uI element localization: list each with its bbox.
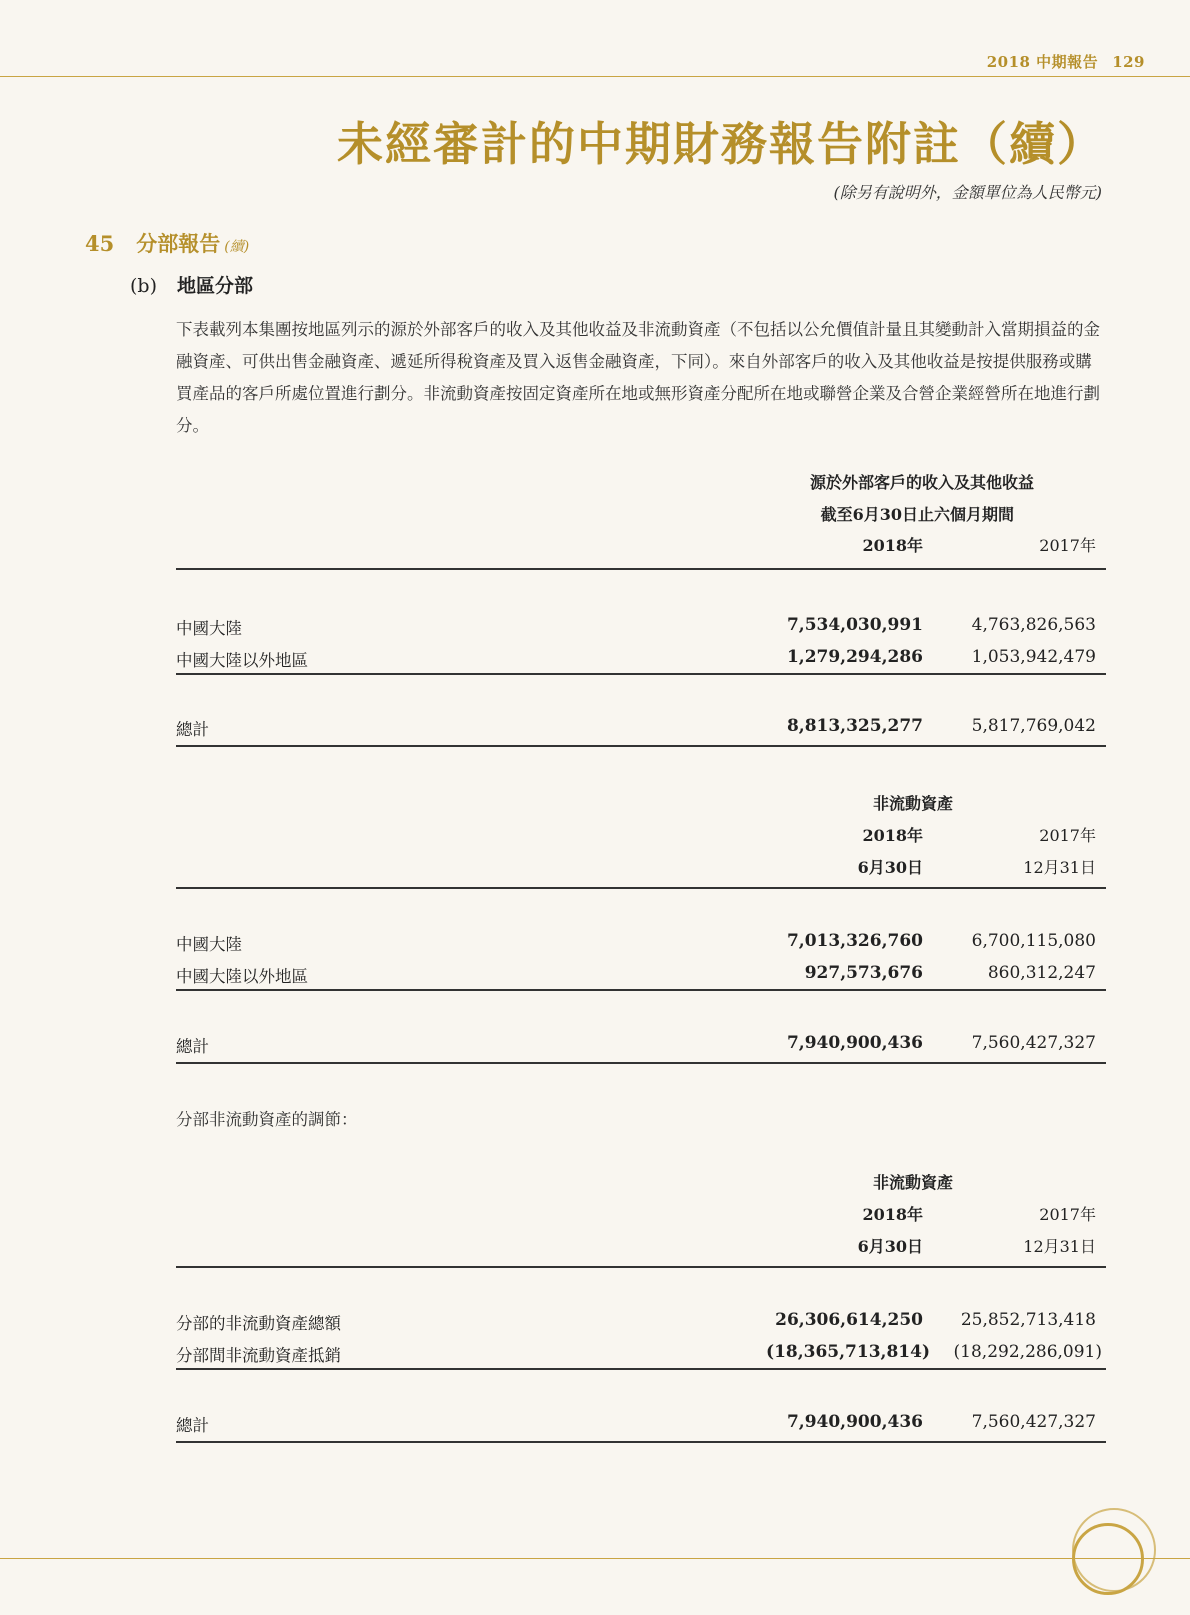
total-cell: 8,813,325,277: [786, 716, 923, 736]
total-label: 總計: [176, 720, 209, 739]
column-header: 2018年: [862, 826, 923, 845]
table-rule: [176, 745, 1106, 747]
table-heading: 非流動資產: [872, 1173, 953, 1192]
table-cell: 26,306,614,250: [775, 1310, 923, 1330]
column-header: 2017年: [1039, 826, 1096, 845]
column-header: 2017年: [1039, 536, 1096, 555]
column-header: 6月30日: [857, 1237, 923, 1256]
table-cell: 860,312,247: [987, 963, 1096, 983]
table-cell: (18,292,286,091): [953, 1342, 1102, 1362]
table-rule: [176, 673, 1106, 675]
page-number: 129: [1112, 53, 1145, 71]
table-rule: [176, 568, 1106, 570]
table-cell: 1,053,942,479: [971, 647, 1096, 667]
header-rule: [0, 76, 1190, 77]
row-label: 中國大陸以外地區: [176, 967, 308, 986]
column-header: 2018年: [862, 1205, 923, 1224]
table-rule: [176, 1062, 1106, 1064]
subsection-label: (b): [130, 275, 157, 297]
table-cell: 927,573,676: [804, 963, 923, 983]
total-cell: 7,940,900,436: [786, 1033, 923, 1053]
row-label: 分部間非流動資產抵銷: [176, 1346, 341, 1365]
table-subheading: 截至6月30日止六個月期間: [820, 505, 1014, 524]
total-label: 總計: [176, 1416, 209, 1435]
intro-paragraph: 下表載列本集團按地區列示的源於外部客戶的收入及其他收益及非流動資產（不包括以公允價值計量且其變動計入當期損益的金融資產、可供出售金融資產、遞延所得稅資產及買入返售金融資產，下同）。來自外部客戶的收入及其他收益是按提供服務或購買產品的客戶所處位置進行劃分。非流動資產按固定資產所在地或無形資產分配所在地或聯營企業及合營企業經營所在地進行劃分。: [176, 320, 1100, 435]
total-cell: 7,940,900,436: [786, 1412, 923, 1432]
column-header: 12月31日: [1023, 858, 1096, 877]
table-rule: [176, 1441, 1106, 1443]
table-cell: (18,365,713,814): [766, 1342, 930, 1362]
row-label: 中國大陸: [176, 935, 242, 954]
table-cell: 6,700,115,080: [971, 931, 1096, 951]
row-label: 中國大陸: [176, 619, 242, 638]
table-rule: [176, 989, 1106, 991]
total-label: 總計: [176, 1037, 209, 1056]
reconciliation-note: 分部非流動資產的調節：: [176, 1110, 358, 1129]
section-title: 分部報告: [136, 231, 221, 256]
running-title: 2018 中期報告: [986, 53, 1099, 71]
column-header: 12月31日: [1023, 1237, 1096, 1256]
decorative-ring-icon: [1072, 1523, 1144, 1595]
row-label: 分部的非流動資產總額: [176, 1314, 341, 1333]
table-heading: 非流動資產: [872, 794, 953, 813]
footer-rule: [0, 1558, 1190, 1559]
running-header: [987, 51, 1145, 72]
row-label: 中國大陸以外地區: [176, 651, 308, 670]
table-cell: 4,763,826,563: [971, 615, 1096, 635]
table-heading: 源於外部客戶的收入及其他收益: [809, 473, 1034, 492]
total-cell: 7,560,427,327: [971, 1033, 1096, 1053]
total-cell: 5,817,769,042: [971, 716, 1096, 736]
subsection-title: 地區分部: [177, 275, 254, 297]
table-rule: [176, 887, 1106, 889]
section-continued: (續): [224, 239, 250, 255]
table-cell: 7,534,030,991: [786, 615, 923, 635]
section-number: 45: [85, 231, 115, 256]
table-cell: 7,013,326,760: [786, 931, 923, 951]
column-header: 2017年: [1039, 1205, 1096, 1224]
subsection-heading: [130, 271, 253, 298]
total-cell: 7,560,427,327: [971, 1412, 1096, 1432]
section-heading: [85, 228, 249, 258]
column-header: 2018年: [862, 536, 923, 555]
table-rule: [176, 1368, 1106, 1370]
table-cell: 25,852,713,418: [960, 1310, 1096, 1330]
page-subtitle: (除另有說明外，金額單位為人民幣元): [833, 183, 1102, 202]
column-header: 6月30日: [857, 858, 923, 877]
page-title: 未經審計的中期財務報告附註（續）: [337, 117, 1105, 171]
table-rule: [176, 1266, 1106, 1268]
table-cell: 1,279,294,286: [786, 647, 923, 667]
